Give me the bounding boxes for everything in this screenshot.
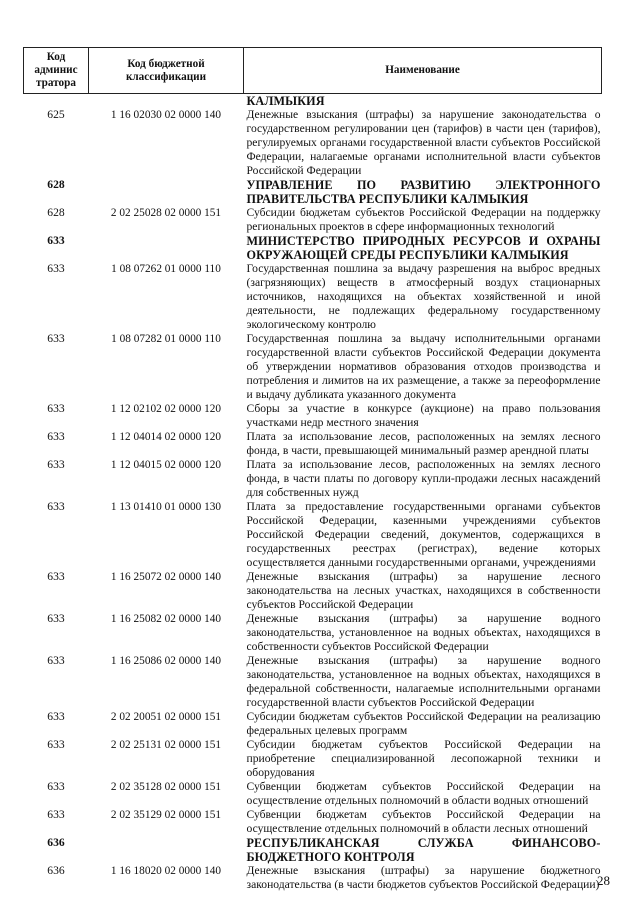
cell-admin-code: 633 [47,710,65,723]
cell-budget-code [89,836,244,864]
cell-name: Сборы за участие в конкурсе (аукционе) на право пользования участками недр местного значения [246,402,601,429]
cell-admin-code: 633 [47,458,65,471]
cell-budget-code [89,234,244,262]
cell-budget-code: 1 16 25082 02 0000 140 [110,613,222,625]
cell-admin-code: 633 [47,612,65,625]
cell-name: Субсидии бюджетам субъектов Российской Федерации на поддержку региональных проектов в сфере информационных технологий [246,206,601,233]
table-row [24,654,602,710]
cell-budget-code: 2 02 35128 02 0000 151 [110,781,222,793]
cell-name: Плата за использование лесов, расположенных на землях лесного фонда, в части, превышающей минимальный размер арендной платы [246,430,601,457]
table-body [24,94,602,893]
cell-budget-code: 1 16 02030 02 0000 140 [110,109,222,121]
table-row [24,332,602,402]
cell-budget-code [89,94,244,109]
cell-admin-code: 628 [47,206,65,219]
table-row [24,570,602,612]
table-row [24,402,602,430]
table-row [24,458,602,500]
budget-classification-table [23,47,602,892]
cell-budget-code: 2 02 25131 02 0000 151 [110,739,222,751]
cell-budget-code: 1 16 25072 02 0000 140 [110,571,222,583]
cell-admin-code: 633 [47,808,65,821]
cell-budget-code: 1 16 18020 02 0000 140 [110,865,222,877]
table-row [24,500,602,570]
cell-admin-code: 625 [47,108,65,121]
cell-budget-code: 1 12 02102 02 0000 120 [110,403,222,415]
cell-budget-code: 1 16 25086 02 0000 140 [110,655,222,667]
cell-admin-code: 633 [47,262,65,275]
page-number: 28 [597,873,610,888]
header-name: Наименование [244,48,602,94]
cell-budget-code: 2 02 25028 02 0000 151 [110,207,222,219]
cell-budget-code: 2 02 35129 02 0000 151 [110,809,222,821]
header-admin-line-2: админис [34,64,78,76]
cell-admin-code: 633 [47,654,65,667]
table-row [24,710,602,738]
cell-budget-code: 1 13 01410 01 0000 130 [110,501,222,513]
cell-admin-code: 636 [47,836,65,849]
cell-name: Денежные взыскания (штрафы) за нарушение законодательства о государственном регулировании цен (тарифов) в части цен (тарифов), регулируемых органами государственной власти субъектов Российской Федерации, налагаемые органами исполнительной власти субъектов Российской Федерации [246,108,601,177]
cell-admin-code: 633 [47,500,65,513]
table-row [24,780,602,808]
table-row [24,178,602,206]
table-row [24,206,602,234]
cell-name: Субсидии бюджетам субъектов Российской Федерации на реализацию федеральных целевых программ [246,710,601,737]
cell-admin-code: 633 [47,780,65,793]
header-budget-code: Код бюджетной классификации [89,48,244,94]
cell-admin-code: 633 [47,570,65,583]
cell-name: Денежные взыскания (штрафы) за нарушение водного законодательства, установленное на водных объектах, находящихся в собственности субъектов Российской Федерации [246,612,601,653]
cell-budget-code: 1 08 07262 01 0000 110 [111,263,221,275]
cell-name: Государственная пошлина за выдачу разрешения на выброс вредных (загрязняющих) веществ в атмосферный воздух стационарных источников, находящихся на объектах хозяйственной и иной деятельности, не подлежащих федеральному государственному экологическому контролю [246,262,601,331]
table-row [24,612,602,654]
cell-name: Субсидии бюджетам субъектов Российской Федерации на приобретение специализированной лесопожарной техники и оборудования [246,738,601,779]
cell-admin-code [24,94,89,109]
cell-admin-code: 633 [47,332,65,345]
cell-admin-code: 633 [47,738,65,751]
cell-admin-code: 633 [47,430,65,443]
cell-name: Плата за использование лесов, расположенных на землях лесного фонда, в части платы по договору купли-продажи лесных насаждений для собственных нужд [246,458,601,499]
cell-admin-code: 633 [47,234,65,247]
cell-name: Плата за предоставление государственными органами субъектов Российской Федерации, казенными учреждениями субъектов Российской Федерации сведений, документов, содержащихся в государственных реестрах (регистрах), ведение которых осуществляется данными государственными органами, учреждениями [246,500,601,569]
table-row [24,808,602,836]
table-row [24,262,602,332]
cell-budget-code: 2 02 20051 02 0000 151 [110,711,222,723]
table-row [24,234,602,262]
cell-budget-code: 1 12 04015 02 0000 120 [110,459,222,471]
table-row [24,738,602,780]
cell-name: Субвенции бюджетам субъектов Российской Федерации на осуществление отдельных полномочий в области лесных отношений [246,808,601,835]
cell-name: Денежные взыскания (штрафы) за нарушение водного законодательства, установленное на водных объектах, находящихся в федеральной собственности, налагаемые исполнительными органами государственной власти субъектов Российской Федерации [246,654,601,709]
cell-name: Субвенции бюджетам субъектов Российской Федерации на осуществление отдельных полномочий в области водных отношений [246,780,601,807]
cell-name: РЕСПУБЛИКАНСКАЯ СЛУЖБА ФИНАНСОВО-БЮДЖЕТНОГО КОНТРОЛЯ [246,836,601,864]
cell-admin-code: 636 [47,864,65,877]
table-row [24,94,602,109]
cell-name: КАЛМЫКИЯ [246,94,325,108]
cell-name: МИНИСТЕРСТВО ПРИРОДНЫХ РЕСУРСОВ И ОХРАНЫ ОКРУЖАЮЩЕЙ СРЕДЫ РЕСПУБЛИКИ КАЛМЫКИЯ [246,234,601,262]
cell-budget-code: 1 12 04014 02 0000 120 [110,431,222,443]
cell-name: Денежные взыскания (штрафы) за нарушение лесного законодательства на лесных участках, находящихся в собственности субъектов Российской Федерации [246,570,601,611]
cell-name: УПРАВЛЕНИЕ ПО РАЗВИТИЮ ЭЛЕКТРОННОГО ПРАВИТЕЛЬСТВА РЕСПУБЛИКИ КАЛМЫКИЯ [246,178,601,206]
cell-name: Государственная пошлина за выдачу исполнительными органами государственной власти субъектов Российской Федерации документа об утверждении нормативов образования отходов производства и потребления и лимитов на их размещение, а также за переоформление и выдачу дубликата указанного документа [246,332,601,401]
cell-admin-code: 628 [47,178,65,191]
table-header [24,48,602,94]
table-row [24,108,602,178]
table-row [24,864,602,892]
cell-budget-code [89,178,244,206]
cell-name: Денежные взыскания (штрафы) за нарушение бюджетного законодательства (в части бюджетов субъектов Российской Федерации) [246,864,601,891]
cell-admin-code: 633 [47,402,65,415]
table-row [24,836,602,864]
header-admin-line-1: Код [46,51,66,63]
cell-budget-code: 1 08 07282 01 0000 110 [111,333,221,345]
header-admin-line-3: тратора [36,77,76,89]
header-admin-code [24,48,89,94]
table-row [24,430,602,458]
